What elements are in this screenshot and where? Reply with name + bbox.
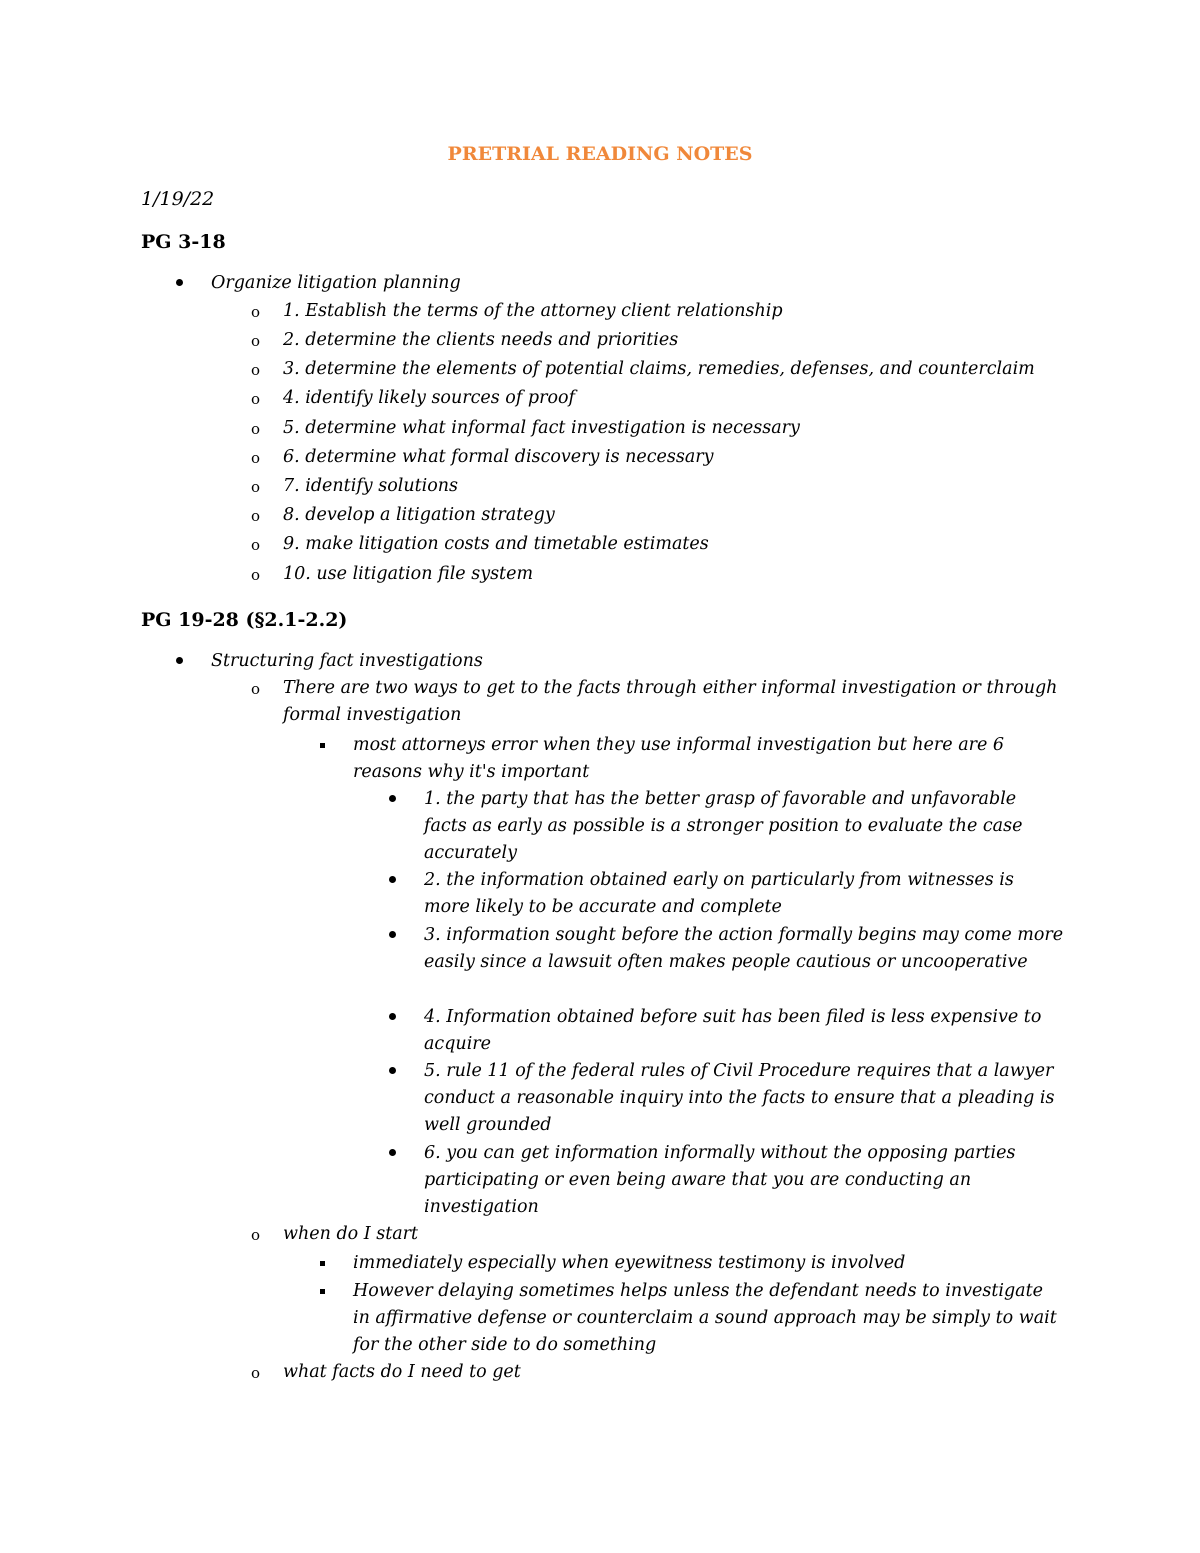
bullet-circle-icon: o bbox=[251, 680, 261, 698]
list-item: 5. determine what informal fact investigation is necessary bbox=[283, 418, 800, 438]
bullet-circle-icon: o bbox=[251, 536, 261, 554]
reason-item: 1. the party that has the better grasp of favorable and unfavorable facts as early as possible is a stronger position to evaluate the case accurately bbox=[424, 789, 1023, 863]
bullet-square-icon bbox=[320, 743, 325, 748]
reason-item: 6. you can get information informally without the opposing parties participating or even being aware that you are conducting an investigation bbox=[424, 1143, 1016, 1217]
bullet-square-icon bbox=[320, 1261, 325, 1266]
bullet-square-icon bbox=[320, 1289, 325, 1294]
list-item-two-ways: There are two ways to get to the facts through either informal investigation or through formal investigation bbox=[283, 678, 1058, 725]
bullet-circle-icon: o bbox=[251, 1226, 261, 1244]
bullet-circle-icon: o bbox=[251, 332, 261, 350]
topic-organize-litigation-planning: Organize litigation planning bbox=[211, 273, 461, 293]
list-item-when: immediately especially when eyewitness testimony is involved bbox=[353, 1253, 906, 1273]
bullet-disc-icon bbox=[176, 279, 183, 286]
list-item: 7. identify solutions bbox=[283, 476, 459, 496]
bullet-disc-icon bbox=[176, 657, 183, 664]
bullet-circle-icon: o bbox=[251, 566, 261, 584]
page-title: PRETRIAL READING NOTES bbox=[447, 143, 753, 165]
bullet-circle-icon: o bbox=[251, 507, 261, 525]
bullet-disc-icon bbox=[389, 1067, 396, 1074]
list-item-when-start: when do I start bbox=[283, 1224, 419, 1244]
reason-item: 4. Information obtained before suit has been filed is less expensive to acquire bbox=[424, 1007, 1042, 1054]
list-item: 10. use litigation file system bbox=[283, 564, 534, 584]
list-item: 6. determine what formal discovery is necessary bbox=[283, 447, 714, 467]
bullet-circle-icon: o bbox=[251, 478, 261, 496]
bullet-circle-icon: o bbox=[251, 449, 261, 467]
reason-item: 2. the information obtained early on particularly from witnesses is more likely to be accurate and complete bbox=[424, 870, 1014, 917]
reason-item: 5. rule 11 of the federal rules of Civil Procedure requires that a lawyer conduct a reasonable inquiry into the facts to ensure that a pleading is well grounded bbox=[424, 1061, 1055, 1135]
list-item-attorneys-error: most attorneys error when they use informal investigation but here are 6 reasons why it's important bbox=[353, 735, 1005, 782]
bullet-circle-icon: o bbox=[251, 420, 261, 438]
bullet-disc-icon bbox=[389, 1149, 396, 1156]
section-heading-pg-19-28: PG 19-28 (§2.1-2.2) bbox=[141, 609, 348, 631]
list-item-when: However delaying sometimes helps unless the defendant needs to investigate in affirmative defense or counterclaim a sound approach may be simply to wait for the other side to do something bbox=[353, 1281, 1057, 1355]
bullet-disc-icon bbox=[389, 795, 396, 802]
list-item: 2. determine the clients needs and priorities bbox=[283, 330, 679, 350]
list-item: 3. determine the elements of potential claims, remedies, defenses, and counterclaim bbox=[283, 359, 1035, 379]
list-item-what-facts: what facts do I need to get bbox=[283, 1362, 521, 1382]
section-heading-pg-3-18: PG 3-18 bbox=[141, 231, 226, 253]
bullet-circle-icon: o bbox=[251, 361, 261, 379]
list-item: 1. Establish the terms of the attorney client relationship bbox=[283, 301, 783, 321]
bullet-disc-icon bbox=[389, 1013, 396, 1020]
notes-date: 1/19/22 bbox=[141, 188, 215, 210]
bullet-circle-icon: o bbox=[251, 390, 261, 408]
bullet-circle-icon: o bbox=[251, 303, 261, 321]
list-item: 4. identify likely sources of proof bbox=[283, 388, 575, 408]
topic-structuring-fact-investigations: Structuring fact investigations bbox=[211, 651, 483, 671]
reason-item: 3. information sought before the action formally begins may come more easily since a lawsuit often makes people cautious or uncooperative bbox=[424, 925, 1064, 972]
list-item: 8. develop a litigation strategy bbox=[283, 505, 555, 525]
bullet-circle-icon: o bbox=[251, 1364, 261, 1382]
list-item: 9. make litigation costs and timetable estimates bbox=[283, 534, 709, 554]
bullet-disc-icon bbox=[389, 931, 396, 938]
bullet-disc-icon bbox=[389, 876, 396, 883]
